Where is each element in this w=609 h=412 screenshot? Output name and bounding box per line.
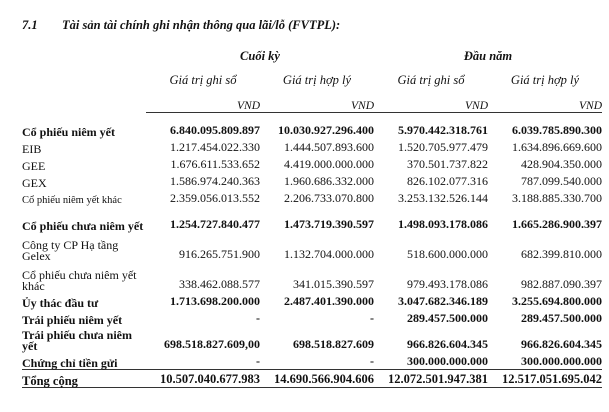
total-value: 12.517.051.695.042 xyxy=(488,370,602,388)
table-row xyxy=(22,138,602,155)
unit-row xyxy=(22,88,602,113)
section-heading xyxy=(22,18,340,33)
row-label: Cổ phiếu niêm yết xyxy=(22,125,115,139)
cell-value: 2.206.733.070.800 xyxy=(284,191,374,205)
row-label: Cổ phiếu chưa niêm yết khác xyxy=(22,268,137,293)
header-carrying-end: Giá trị ghi sổ xyxy=(169,73,237,87)
table-row xyxy=(22,326,602,352)
cell-value: 826.102.077.316 xyxy=(407,174,488,188)
row-label: GEE xyxy=(22,159,46,173)
total-value: 14.690.566.904.606 xyxy=(260,370,374,388)
row-label: GEX xyxy=(22,176,47,190)
table-row xyxy=(22,206,602,232)
row-label: Trái phiếu niêm yết xyxy=(22,313,123,327)
cell-value: 966.826.604.345 xyxy=(407,337,488,351)
unit-label: VND xyxy=(146,88,260,113)
row-label: Chứng chỉ tiền gửi xyxy=(22,356,118,370)
cell-value: 5.970.442.318.761 xyxy=(398,123,488,137)
cell-value: 3.188.885.330.700 xyxy=(512,191,602,205)
section-title: Tài sản tài chính ghi nhận thông qua lãi/lỗ (FVTPL): xyxy=(62,18,341,32)
cell-value: 2.487.401.390.000 xyxy=(284,294,374,308)
cell-value: 698.518.827.609,00 xyxy=(164,337,260,351)
fvtpl-table xyxy=(22,44,602,388)
cell-value: 4.419.000.000.000 xyxy=(284,157,374,171)
cell-value: 916.265.751.900 xyxy=(179,247,260,261)
cell-value: - xyxy=(370,311,374,325)
cell-value: 3.255.694.800.000 xyxy=(512,294,602,308)
table-row xyxy=(22,155,602,172)
cell-value: 1.132.704.000.000 xyxy=(284,247,374,261)
cell-value: 1.254.727.840.477 xyxy=(170,217,260,231)
cell-value: 300.000.000.000 xyxy=(407,354,488,368)
cell-value: 10.030.927.296.400 xyxy=(278,123,374,137)
cell-value: 1.473.719.390.597 xyxy=(284,217,374,231)
unit-label: VND xyxy=(260,88,374,113)
total-value: 12.072.501.947.381 xyxy=(374,370,488,388)
row-label: Cổ phiếu chưa niêm yết xyxy=(22,219,144,233)
cell-value: 787.099.540.000 xyxy=(521,174,602,188)
cell-value: 1.665.286.900.397 xyxy=(512,217,602,231)
cell-value: 966.826.604.345 xyxy=(521,337,602,351)
table-row xyxy=(22,352,602,370)
cell-value: 289.457.500.000 xyxy=(521,311,602,325)
unit-label: VND xyxy=(374,88,488,113)
section-number: 7.1 xyxy=(22,18,38,32)
row-label: EIB xyxy=(22,142,42,156)
cell-value: 1.676.611.533.652 xyxy=(170,157,260,171)
table-row xyxy=(22,309,602,326)
cell-value: 289.457.500.000 xyxy=(407,311,488,325)
cell-value: 698.518.827.609 xyxy=(293,337,374,351)
total-label: Tổng cộng xyxy=(22,370,146,388)
header-fair-end: Giá trị hợp lý xyxy=(282,73,352,87)
cell-value: 979.493.178.086 xyxy=(407,277,488,291)
cell-value: 682.399.810.000 xyxy=(521,247,602,261)
cell-value: 6.840.095.809.897 xyxy=(170,123,260,137)
table-row xyxy=(22,172,602,189)
group-header-end: Cuối kỳ xyxy=(240,49,280,63)
cell-value: 300.000.000.000 xyxy=(521,354,602,368)
unit-label: VND xyxy=(488,88,602,113)
cell-value: 1.634.896.669.600 xyxy=(512,140,602,154)
total-row xyxy=(22,370,602,388)
column-group-row xyxy=(22,44,602,64)
cell-value: 1.217.454.022.330 xyxy=(170,140,260,154)
cell-value: - xyxy=(370,354,374,368)
table-row xyxy=(22,189,602,206)
cell-value: 518.600.000.000 xyxy=(407,247,488,261)
cell-value: 2.359.056.013.552 xyxy=(170,191,260,205)
cell-value: - xyxy=(256,354,260,368)
cell-value: 338.462.088.577 xyxy=(179,277,260,291)
table-row xyxy=(22,232,602,262)
row-label: Trái phiếu chưa niêm yết xyxy=(22,328,132,353)
table-row xyxy=(22,292,602,309)
table-row xyxy=(22,121,602,138)
row-label: Cổ phiếu niêm yết khác xyxy=(22,195,122,206)
header-fair-begin: Giá trị hợp lý xyxy=(510,73,580,87)
cell-value: 341.015.390.597 xyxy=(293,277,374,291)
header-carrying-begin: Giá trị ghi sổ xyxy=(397,73,465,87)
cell-value: 1.586.974.240.363 xyxy=(170,174,260,188)
table-row xyxy=(22,262,602,292)
cell-value: 1.498.093.178.086 xyxy=(398,217,488,231)
cell-value: 1.713.698.200.000 xyxy=(170,294,260,308)
row-label: Công ty CP Hạ tầng Gelex xyxy=(22,238,119,263)
cell-value: 1.444.507.893.600 xyxy=(284,140,374,154)
cell-value: - xyxy=(256,311,260,325)
cell-value: 1.520.705.977.479 xyxy=(398,140,488,154)
column-subheader-row xyxy=(22,64,602,88)
cell-value: 370.501.737.822 xyxy=(407,157,488,171)
total-value: 10.507.040.677.983 xyxy=(146,370,260,388)
group-header-begin: Đầu năm xyxy=(463,49,513,63)
cell-value: 3.047.682.346.189 xyxy=(398,294,488,308)
row-label: Ủy thác đầu tư xyxy=(22,296,99,310)
cell-value: 428.904.350.000 xyxy=(521,157,602,171)
cell-value: 6.039.785.890.300 xyxy=(512,123,602,137)
cell-value: 3.253.132.526.144 xyxy=(398,191,488,205)
cell-value: 982.887.090.397 xyxy=(521,277,602,291)
cell-value: 1.960.686.332.000 xyxy=(284,174,374,188)
